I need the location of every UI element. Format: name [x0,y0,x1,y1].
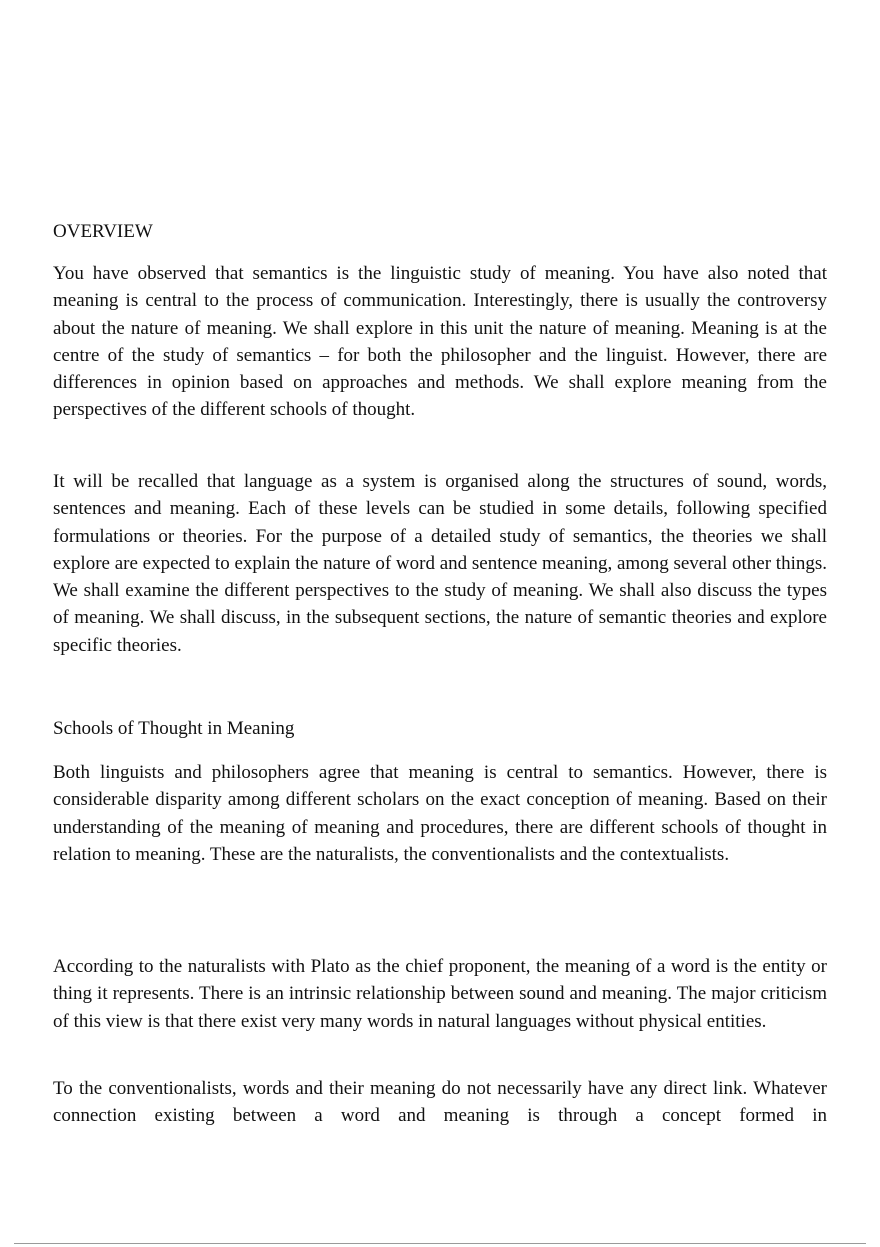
footer-divider [14,1243,866,1244]
schools-of-thought-heading: Schools of Thought in Meaning [53,718,295,739]
conventionalists-paragraph: To the conventionalists, words and their meaning do not necessarily have any direct link. Whatever connection existing between a word and meaning is through a concept formed in [53,1078,827,1127]
naturalists-paragraph: According to the naturalists with Plato as the chief proponent, the meaning of a word is the entity or thing it represents. There is an intrinsic relationship between sound and meaning. The major criticism of this view is that there exist very many words in natural languages without physical entities. [53,956,827,1032]
overview-heading: OVERVIEW [53,221,153,242]
overview-paragraph-1: You have observed that semantics is the linguistic study of meaning. You have also noted that meaning is central to the process of communication. Interestingly, there is usually the controversy about the nature of meaning. We shall explore in this unit the nature of meaning. Meaning is at the centre of the study of semantics – for both the philosopher and the linguist. However, there are differences in opinion based on approaches and methods. We shall explore meaning from the perspectives of the different schools of thought. [53,263,827,421]
schools-paragraph-1: Both linguists and philosophers agree that meaning is central to semantics. However, there is considerable disparity among different scholars on the exact conception of meaning. Based on their understanding of the meaning of meaning and procedures, there are different schools of thought in relation to meaning. These are the naturalists, the conventionalists and the contextualists. [53,762,827,865]
overview-paragraph-2: It will be recalled that language as a system is organised along the structures of sound, words, sentences and meaning. Each of these levels can be studied in some details, following specified formulations or theories. For the purpose of a detailed study of semantics, the theories we shall explore are expected to explain the nature of word and sentence meaning, among several other things. We shall examine the different perspectives to the study of meaning. We shall also discuss the types of meaning. We shall discuss, in the subsequent sections, the nature of semantic theories and explore specific theories. [53,471,827,656]
